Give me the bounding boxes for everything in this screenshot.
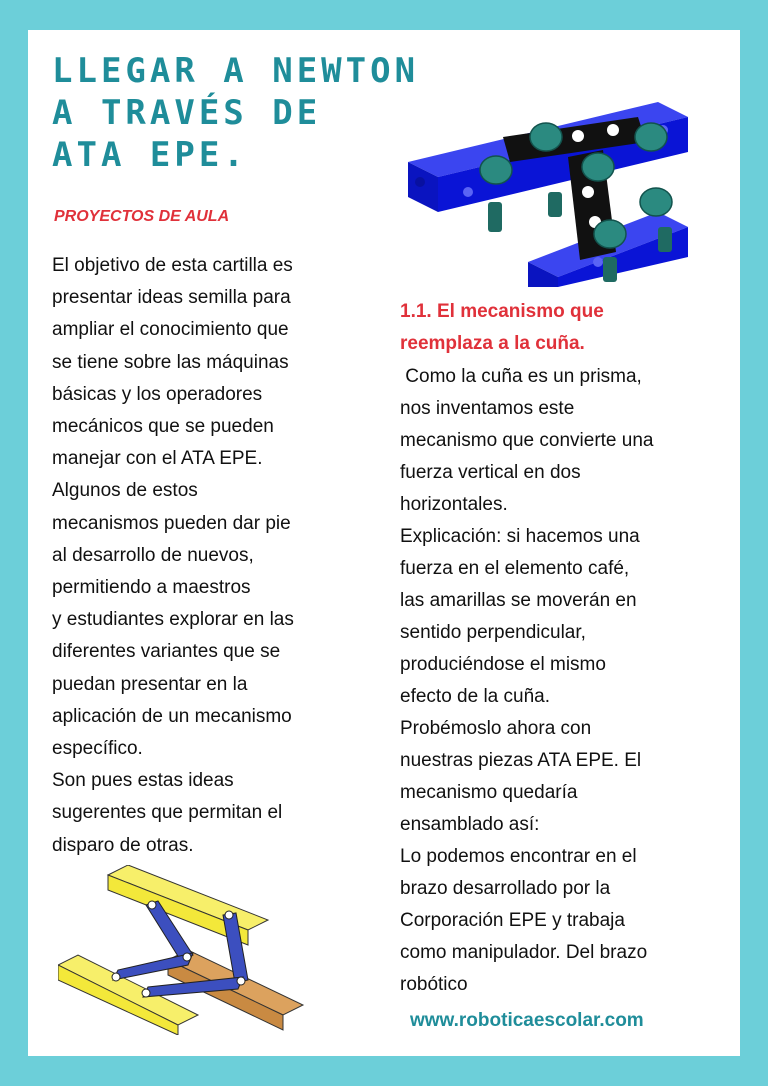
document-page <box>28 30 740 1056</box>
intro-paragraph <box>52 250 362 862</box>
text-line: específico. <box>52 738 143 760</box>
text-line: nuestras piezas ATA EPE. El <box>400 750 642 771</box>
text-line: mecanismo quedaría <box>400 782 578 803</box>
title-line: A TRAVÉS DE <box>52 93 322 133</box>
text-line: fuerza vertical en dos <box>400 462 581 483</box>
website-link[interactable]: www.roboticaescolar.com <box>410 1010 644 1031</box>
heading-line: reemplaza a la cuña. <box>400 333 585 354</box>
text-line: manejar con el ATA EPE. <box>52 448 263 470</box>
text-line: al desarrollo de nuevos, <box>52 544 254 566</box>
text-line: produciéndose el mismo <box>400 654 606 675</box>
text-line: Como la cuña es un prisma, <box>400 366 642 387</box>
text-line: diferentes variantes que se <box>52 641 281 663</box>
text-line: Algunos de estos <box>52 480 198 502</box>
wedge-mechanism-illustration <box>388 62 708 287</box>
title-line: ATA EPE. <box>52 135 248 175</box>
text-line: sugerentes que permitan el <box>52 802 283 824</box>
text-line: Corporación EPE y trabaja <box>400 910 625 931</box>
heading-line: 1.1. El mecanismo que <box>400 301 604 322</box>
text-line: permitiendo a maestros <box>52 577 251 599</box>
text-line: horizontales. <box>400 494 508 515</box>
text-line: mecánicos que se pueden <box>52 416 274 438</box>
text-line: presentar ideas semilla para <box>52 287 291 309</box>
text-line: El objetivo de esta cartilla es <box>52 255 293 276</box>
text-line: y estudiantes explorar en las <box>52 609 294 631</box>
section-subtitle: PROYECTOS DE AULA <box>54 208 230 225</box>
text-line: Probémoslo ahora con <box>400 718 592 739</box>
text-line: puedan presentar en la <box>52 673 248 695</box>
text-line: Lo podemos encontrar en el <box>400 846 637 867</box>
text-line: como manipulador. Del brazo <box>400 942 648 963</box>
text-line: las amarillas se moverán en <box>400 590 637 611</box>
text-line: básicas y los operadores <box>52 383 263 405</box>
section-heading <box>400 296 720 360</box>
text-line: sentido perpendicular, <box>400 622 586 643</box>
text-line: fuerza en el elemento café, <box>400 558 630 579</box>
linkage-mechanism-illustration <box>58 865 308 1035</box>
explanation-paragraph <box>400 361 720 1001</box>
text-line: brazo desarrollado por la <box>400 878 611 899</box>
text-line: ensamblado así: <box>400 814 540 835</box>
text-line: nos inventamos este <box>400 398 575 419</box>
text-line: ampliar el conocimiento que <box>52 319 289 341</box>
text-line: disparo de otras. <box>52 834 194 856</box>
text-line: mecanismo que convierte una <box>400 430 654 451</box>
text-line: Son pues estas ideas <box>52 770 234 792</box>
text-line: Explicación: si hacemos una <box>400 526 640 547</box>
title-line: LLEGAR A NEWTON <box>52 51 420 91</box>
text-line: robótico <box>400 974 468 995</box>
text-line: efecto de la cuña. <box>400 686 550 707</box>
text-line: mecanismos pueden dar pie <box>52 512 291 534</box>
document-title <box>52 50 419 176</box>
text-line: se tiene sobre las máquinas <box>52 351 289 373</box>
text-line: aplicación de un mecanismo <box>52 705 292 727</box>
